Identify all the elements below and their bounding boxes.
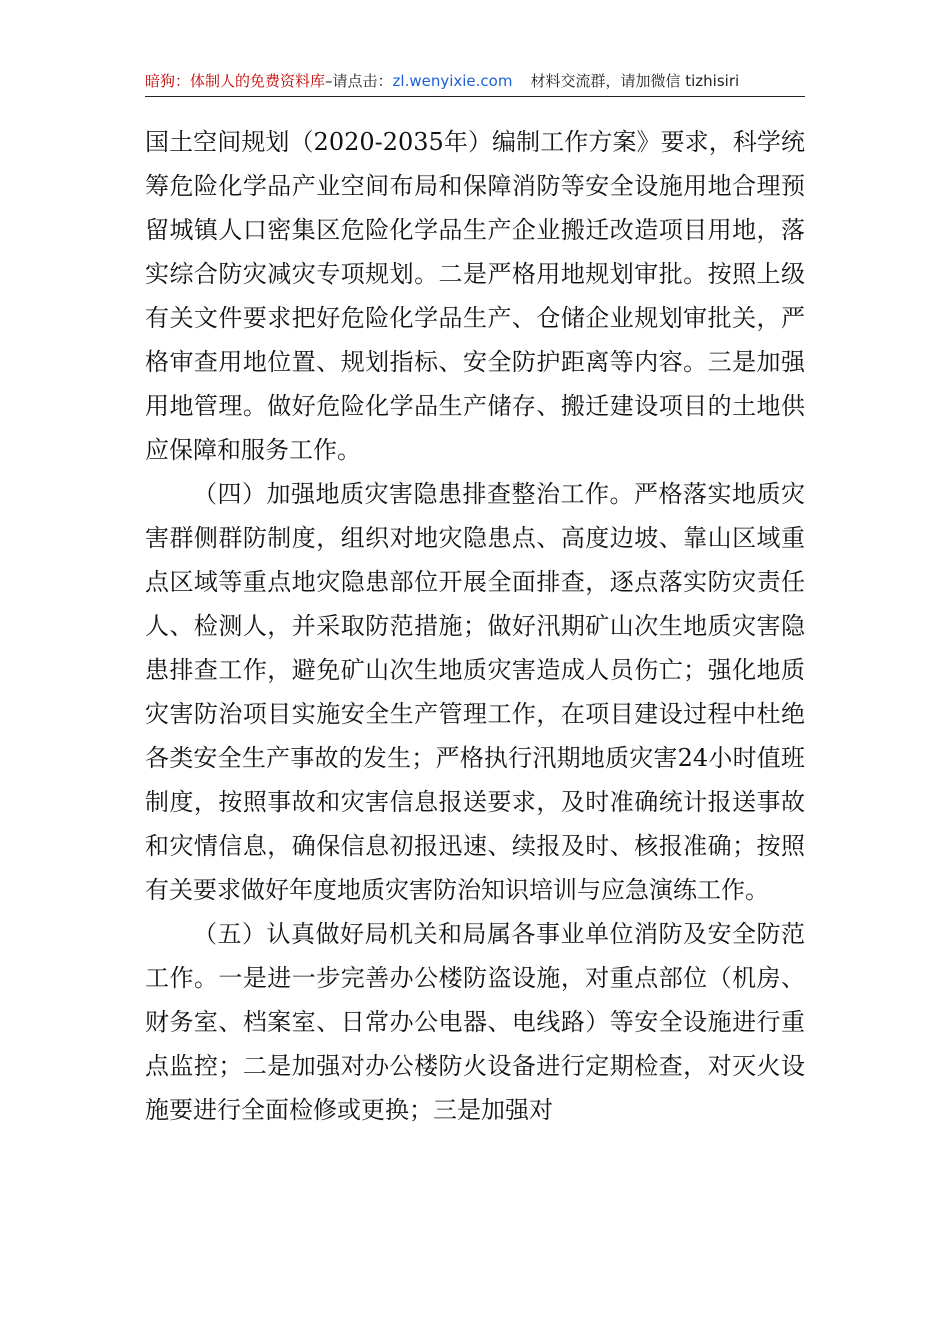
- header-link[interactable]: zl.wenyixie.com: [392, 72, 513, 90]
- paragraph-section-4: （四）加强地质灾害隐患排查整治工作。严格落实地质灾害群侧群防制度，组织对地灾隐患点、高度边坡、靠山区域重点区域等重点地灾隐患部位开展全面排查，逐点落实防灾责任人、检测人，并采取防范措施；做好汛期矿山次生地质灾害隐患排查工作，避免矿山次生地质灾害造成人员伤亡；强化地质灾害防治项目实施安全生产管理工作，在项目建设过程中杜绝各类安全生产事故的发生；严格执行汛期地质灾害24小时值班制度，按照事故和灾害信息报送要求，及时准确统计报送事故和灾情信息，确保信息初报迅速、续报及时、核报准确；按照有关要求做好年度地质灾害防治知识培训与应急演练工作。: [145, 480, 805, 904]
- page-header: [145, 66, 805, 96]
- paragraph-continued: 国土空间规划（2020-2035年）编制工作方案》要求，科学统筹危险化学品产业空间布局和保障消防等安全设施用地合理预留城镇人口密集区危险化学品生产企业搬迁改造项目用地，落实综合防灾减灾专项规划。二是严格用地规划审批。按照上级有关文件要求把好危险化学品生产、仓储企业规划审批关，严格审查用地位置、规划指标、安全防护距离等内容。三是加强用地管理。做好危险化学品生产储存、搬迁建设项目的土地供应保障和服务工作。: [145, 128, 805, 464]
- paragraph-section-5: （五）认真做好局机关和局属各事业单位消防及安全防范工作。一是进一步完善办公楼防盗设施，对重点部位（机房、财务室、档案室、日常办公电器、电线路）等安全设施进行重点监控；二是加强对办公楼防火设备进行定期检查，对灭火设施要进行全面检修或更换；三是加强对: [145, 920, 805, 1124]
- document-body: [145, 120, 805, 1132]
- header-prompt: –请点击：: [325, 72, 393, 90]
- header-divider: [145, 96, 805, 97]
- header-group-info: 材料交流群，请加微信 tizhisiri: [530, 72, 740, 90]
- header-brand: 暗狗：体制人的免费资料库: [145, 72, 326, 90]
